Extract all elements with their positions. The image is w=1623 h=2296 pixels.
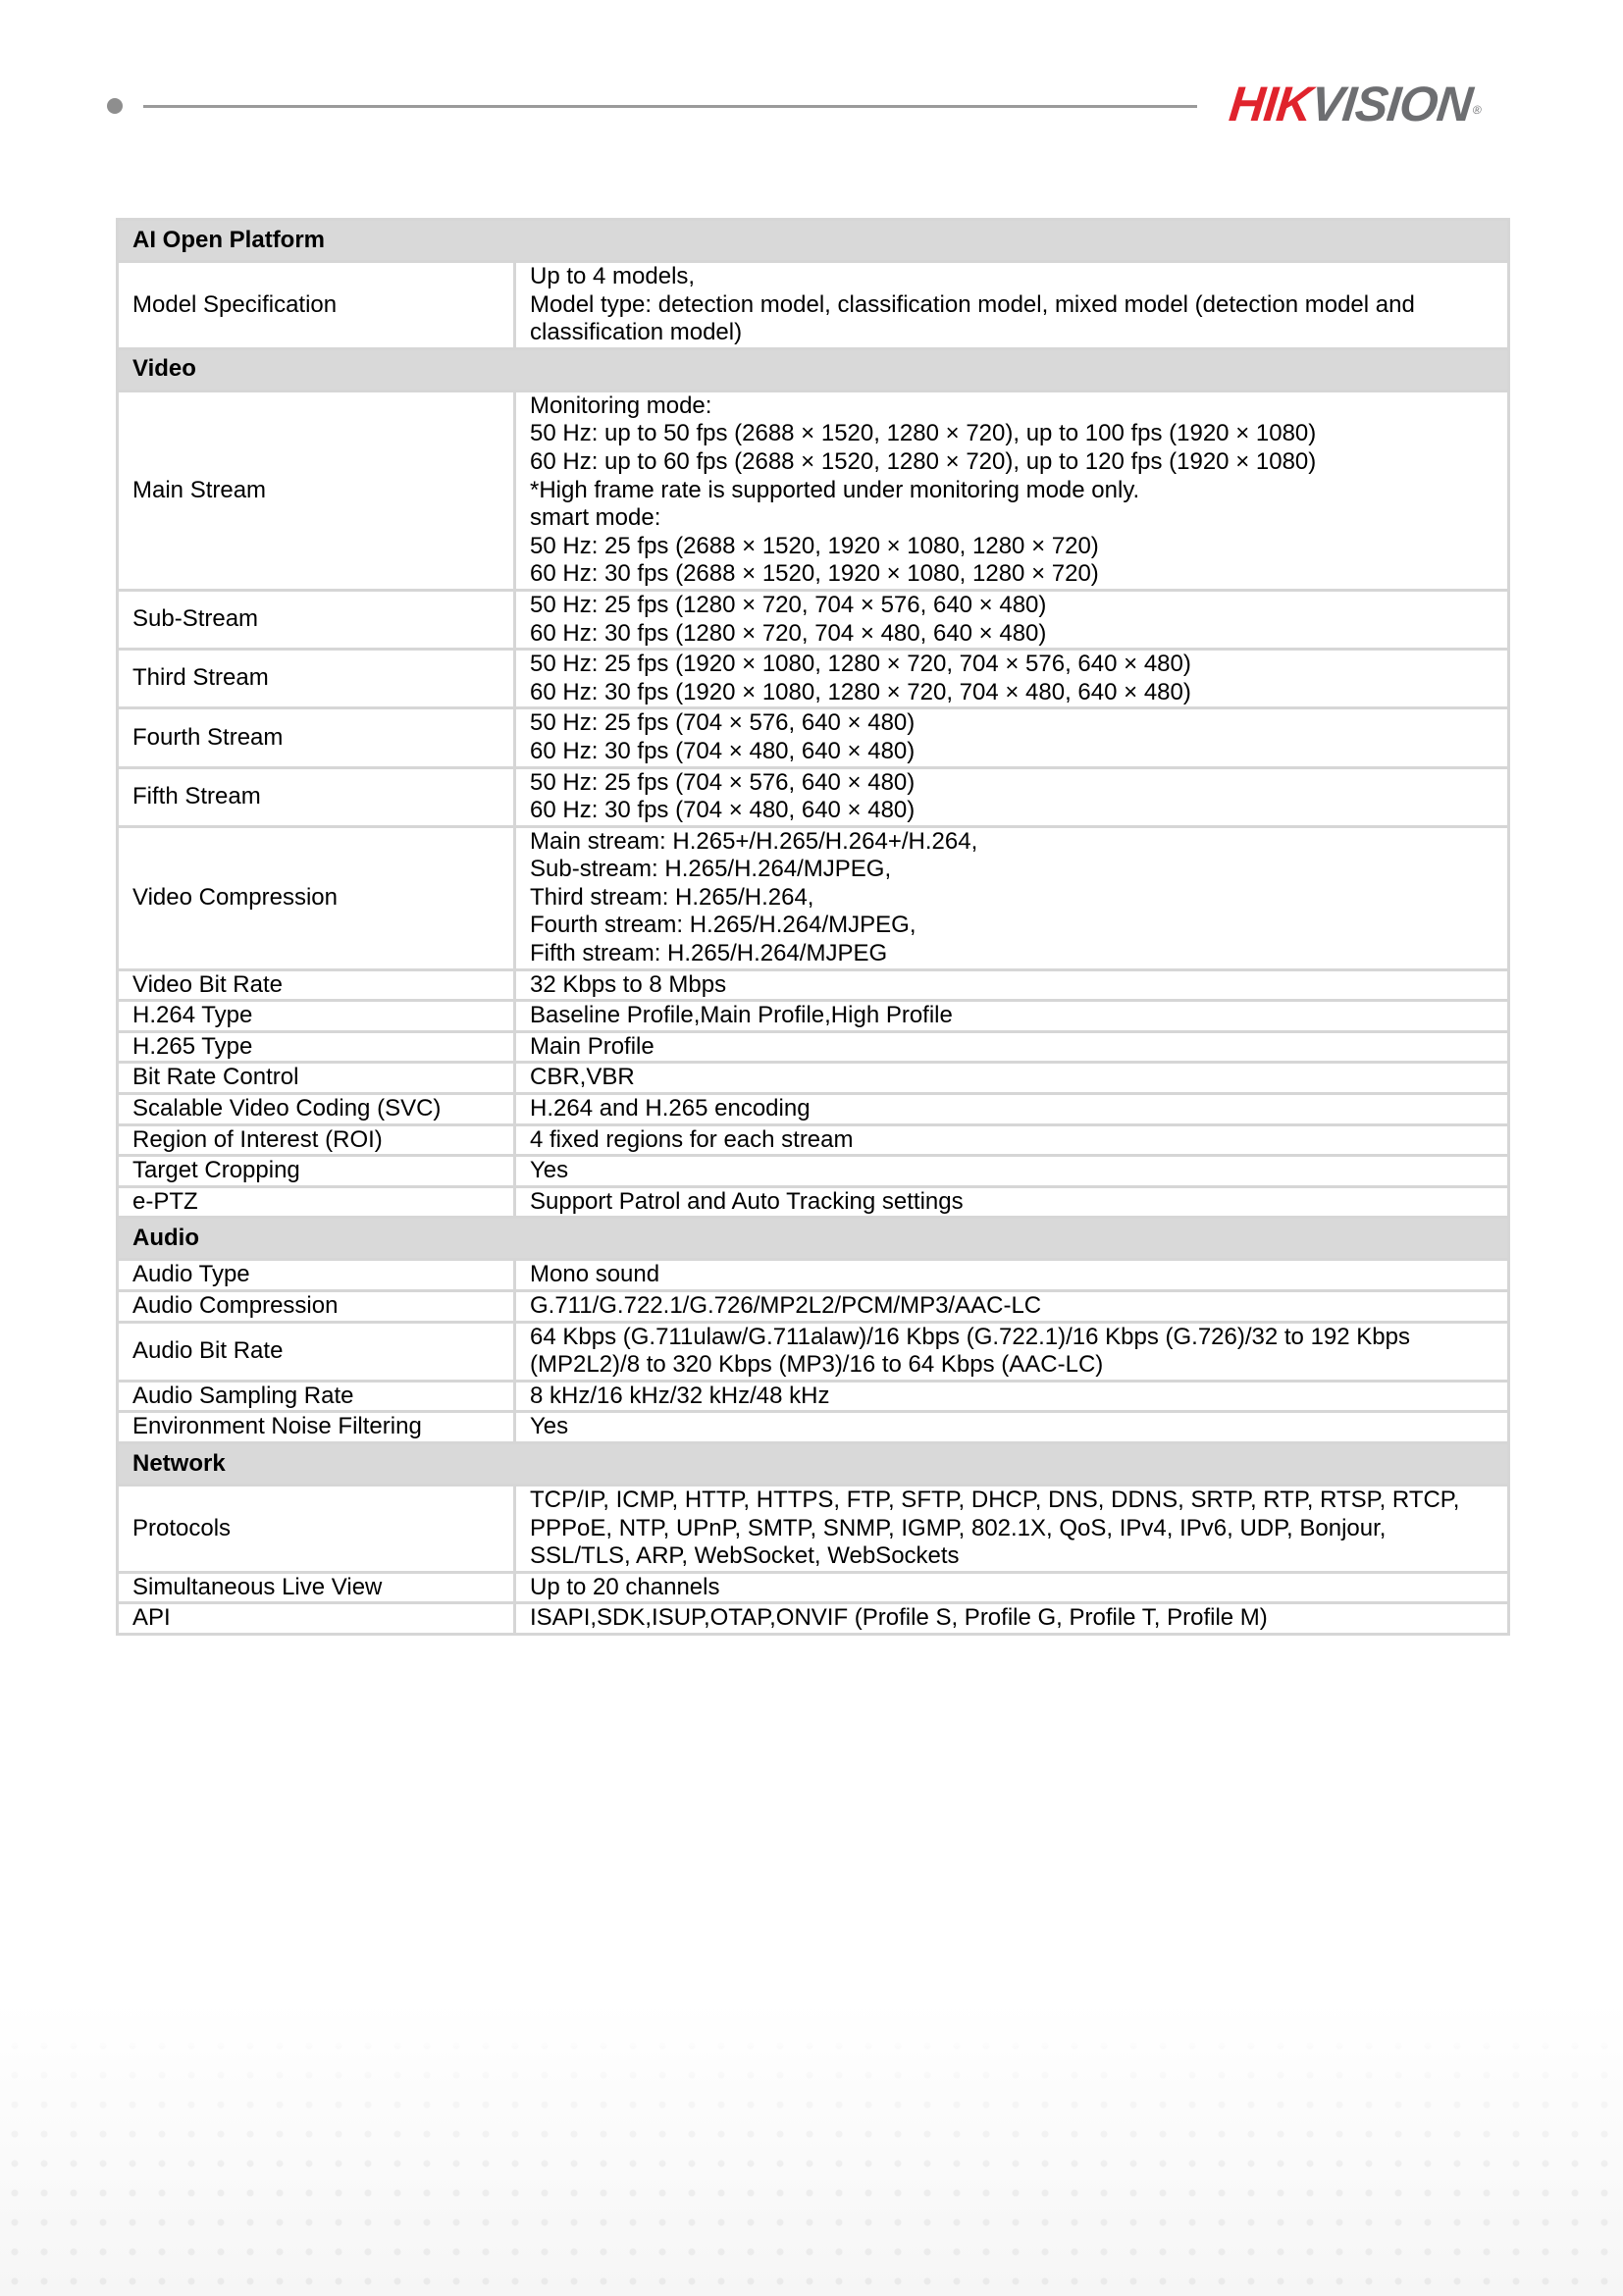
spec-value-line: Mono sound — [530, 1261, 660, 1288]
spec-label: Protocols — [118, 1485, 515, 1572]
spec-label: Video Compression — [118, 826, 515, 969]
spec-value-line: Main Profile — [530, 1032, 654, 1060]
spec-value-line: Yes — [530, 1157, 569, 1184]
spec-row — [118, 969, 1509, 1001]
spec-row — [118, 1094, 1509, 1125]
spec-value — [515, 1186, 1509, 1218]
spec-value — [515, 650, 1509, 708]
spec-value-line: TCP/IP, ICMP, HTTP, HTTPS, FTP, SFTP, DHCP, DNS, DDNS, SRTP, RTP, RTSP, RTCP, — [530, 1486, 1460, 1513]
spec-value — [515, 708, 1509, 767]
spec-value-line: 50 Hz: 25 fps (1280 × 720, 704 × 576, 640 × 480) — [530, 591, 1047, 618]
spec-value — [515, 826, 1509, 969]
spec-label: Environment Noise Filtering — [118, 1412, 515, 1443]
spec-label: Main Stream — [118, 391, 515, 590]
spec-value — [515, 1031, 1509, 1063]
spec-value-line: CBR,VBR — [530, 1064, 635, 1091]
spec-value-line: Third stream: H.265/H.264, — [530, 883, 814, 911]
spec-label: e-PTZ — [118, 1186, 515, 1218]
spec-value-line: 50 Hz: 25 fps (2688 × 1520, 1920 × 1080, 1280 × 720) — [530, 532, 1099, 559]
header-bullet-icon — [107, 98, 123, 114]
spec-row — [118, 767, 1509, 826]
spec-value-line: 60 Hz: 30 fps (704 × 480, 640 × 480) — [530, 797, 916, 824]
spec-value — [515, 391, 1509, 590]
spec-value-line: (MP2L2)/8 to 320 Kbps (MP3)/16 to 64 Kbps (AAC-LC) — [530, 1351, 1104, 1379]
spec-row — [118, 1031, 1509, 1063]
spec-label: Audio Bit Rate — [118, 1322, 515, 1381]
spec-value-line: PPPoE, NTP, UPnP, SMTP, SNMP, IGMP, 802.1X, QoS, IPv4, IPv6, UDP, Bonjour, — [530, 1514, 1387, 1541]
spec-value-line: G.711/G.722.1/G.726/MP2L2/PCM/MP3/AAC-LC — [530, 1292, 1042, 1319]
spec-value-line: Support Patrol and Auto Tracking settings — [530, 1187, 964, 1215]
spec-value-line: Baseline Profile,Main Profile,High Profile — [530, 1002, 953, 1029]
spec-value-line: Up to 20 channels — [530, 1573, 720, 1600]
spec-label: Model Specification — [118, 262, 515, 349]
spec-label: Third Stream — [118, 650, 515, 708]
spec-value-line: classification model) — [530, 319, 743, 346]
spec-value — [515, 1322, 1509, 1381]
spec-row — [118, 1124, 1509, 1156]
spec-row — [118, 1156, 1509, 1187]
spec-label: Audio Type — [118, 1260, 515, 1291]
spec-value-line: 60 Hz: 30 fps (1280 × 720, 704 × 480, 640 × 480) — [530, 619, 1047, 647]
spec-label: Region of Interest (ROI) — [118, 1124, 515, 1156]
spec-value-line: 60 Hz: 30 fps (1920 × 1080, 1280 × 720, 704 × 480, 640 × 480) — [530, 678, 1191, 705]
spec-value — [515, 1603, 1509, 1635]
spec-value-line: 50 Hz: 25 fps (1920 × 1080, 1280 × 720, 704 × 576, 640 × 480) — [530, 651, 1191, 678]
spec-value-line: 60 Hz: up to 60 fps (2688 × 1520, 1280 × 720), up to 120 fps (1920 × 1080) — [530, 447, 1317, 475]
spec-value-line: H.264 and H.265 encoding — [530, 1095, 811, 1122]
spec-value-line: 64 Kbps (G.711ulaw/G.711alaw)/16 Kbps (G.722.1)/16 Kbps (G.726)/32 to 192 Kbps — [530, 1323, 1410, 1350]
spec-value-line: 50 Hz: up to 50 fps (2688 × 1520, 1280 × 720), up to 100 fps (1920 × 1080) — [530, 420, 1317, 447]
spec-value-line: 50 Hz: 25 fps (704 × 576, 640 × 480) — [530, 768, 916, 796]
section-header-row — [118, 1442, 1509, 1485]
spec-value — [515, 767, 1509, 826]
spec-value — [515, 969, 1509, 1001]
spec-label: Scalable Video Coding (SVC) — [118, 1094, 515, 1125]
spec-row — [118, 1381, 1509, 1412]
section-header-row — [118, 1218, 1509, 1260]
spec-label: Fourth Stream — [118, 708, 515, 767]
spec-value-line: 50 Hz: 25 fps (704 × 576, 640 × 480) — [530, 709, 916, 737]
section-title: AI Open Platform — [118, 220, 1509, 262]
spec-table-body — [118, 220, 1509, 1635]
spec-value-line: Yes — [530, 1413, 569, 1440]
spec-value — [515, 1001, 1509, 1032]
spec-value-line: Fourth stream: H.265/H.264/MJPEG, — [530, 912, 916, 939]
spec-value-line: Fifth stream: H.265/H.264/MJPEG — [530, 940, 888, 967]
background-dot-pattern — [0, 2002, 1623, 2296]
section-title: Video — [118, 348, 1509, 391]
spec-value-line: 8 kHz/16 kHz/32 kHz/48 kHz — [530, 1382, 830, 1409]
spec-value-line: Up to 4 models, — [530, 263, 696, 289]
spec-row — [118, 391, 1509, 590]
section-header-row — [118, 220, 1509, 262]
spec-label: H.265 Type — [118, 1031, 515, 1063]
spec-value — [515, 1124, 1509, 1156]
spec-label: Sub-Stream — [118, 590, 515, 649]
spec-row — [118, 1322, 1509, 1381]
spec-row — [118, 1485, 1509, 1572]
spec-value — [515, 1260, 1509, 1291]
spec-row — [118, 1186, 1509, 1218]
spec-value-line: Main stream: H.265+/H.265/H.264+/H.264, — [530, 827, 978, 855]
spec-value-line: Monitoring mode: — [530, 391, 712, 419]
spec-value-line: smart mode: — [530, 504, 661, 532]
section-title: Audio — [118, 1218, 1509, 1260]
spec-label: Target Cropping — [118, 1156, 515, 1187]
spec-value-line: SSL/TLS, ARP, WebSocket, WebSockets — [530, 1542, 960, 1570]
spec-value — [515, 1156, 1509, 1187]
spec-value — [515, 262, 1509, 349]
spec-value — [515, 1291, 1509, 1323]
registered-mark: ® — [1472, 103, 1482, 117]
spec-row — [118, 590, 1509, 649]
spec-value-line: 60 Hz: 30 fps (704 × 480, 640 × 480) — [530, 737, 916, 764]
spec-value-line: Sub-stream: H.265/H.264/MJPEG, — [530, 856, 892, 883]
spec-label: Video Bit Rate — [118, 969, 515, 1001]
spec-row — [118, 708, 1509, 767]
spec-value — [515, 1572, 1509, 1603]
spec-value — [515, 590, 1509, 649]
spec-value — [515, 1381, 1509, 1412]
spec-value-line: 4 fixed regions for each stream — [530, 1125, 854, 1153]
spec-label: Simultaneous Live View — [118, 1572, 515, 1603]
spec-value — [515, 1094, 1509, 1125]
spec-value-line: 60 Hz: 30 fps (2688 × 1520, 1920 × 1080, 1280 × 720) — [530, 560, 1099, 588]
spec-value — [515, 1063, 1509, 1094]
spec-row — [118, 1063, 1509, 1094]
spec-value — [515, 1412, 1509, 1443]
spec-label: Audio Sampling Rate — [118, 1381, 515, 1412]
spec-label: Bit Rate Control — [118, 1063, 515, 1094]
spec-row — [118, 1572, 1509, 1603]
spec-label: Fifth Stream — [118, 767, 515, 826]
spec-table — [116, 218, 1510, 1636]
header-rule — [143, 105, 1197, 108]
spec-label: H.264 Type — [118, 1001, 515, 1032]
spec-label: API — [118, 1603, 515, 1635]
spec-row — [118, 1412, 1509, 1443]
spec-value-line: *High frame rate is supported under monitoring mode only. — [530, 476, 1140, 503]
spec-row — [118, 262, 1509, 349]
hikvision-logo — [1227, 75, 1485, 133]
spec-row — [118, 826, 1509, 969]
spec-value-line: ISAPI,SDK,ISUP,OTAP,ONVIF (Profile S, Profile G, Profile T, Profile M) — [530, 1604, 1268, 1632]
section-title: Network — [118, 1442, 1509, 1485]
spec-value-line: 32 Kbps to 8 Mbps — [530, 970, 727, 998]
logo-text-gray: VISION — [1308, 77, 1475, 131]
spec-row — [118, 1260, 1509, 1291]
spec-label: Audio Compression — [118, 1291, 515, 1323]
spec-row — [118, 650, 1509, 708]
spec-value-line: Model type: detection model, classification model, mixed model (detection model and — [530, 290, 1415, 318]
logo-text-red: HIK — [1227, 77, 1315, 131]
section-header-row — [118, 348, 1509, 391]
spec-row — [118, 1291, 1509, 1323]
spec-row — [118, 1001, 1509, 1032]
spec-row — [118, 1603, 1509, 1635]
spec-value — [515, 1485, 1509, 1572]
